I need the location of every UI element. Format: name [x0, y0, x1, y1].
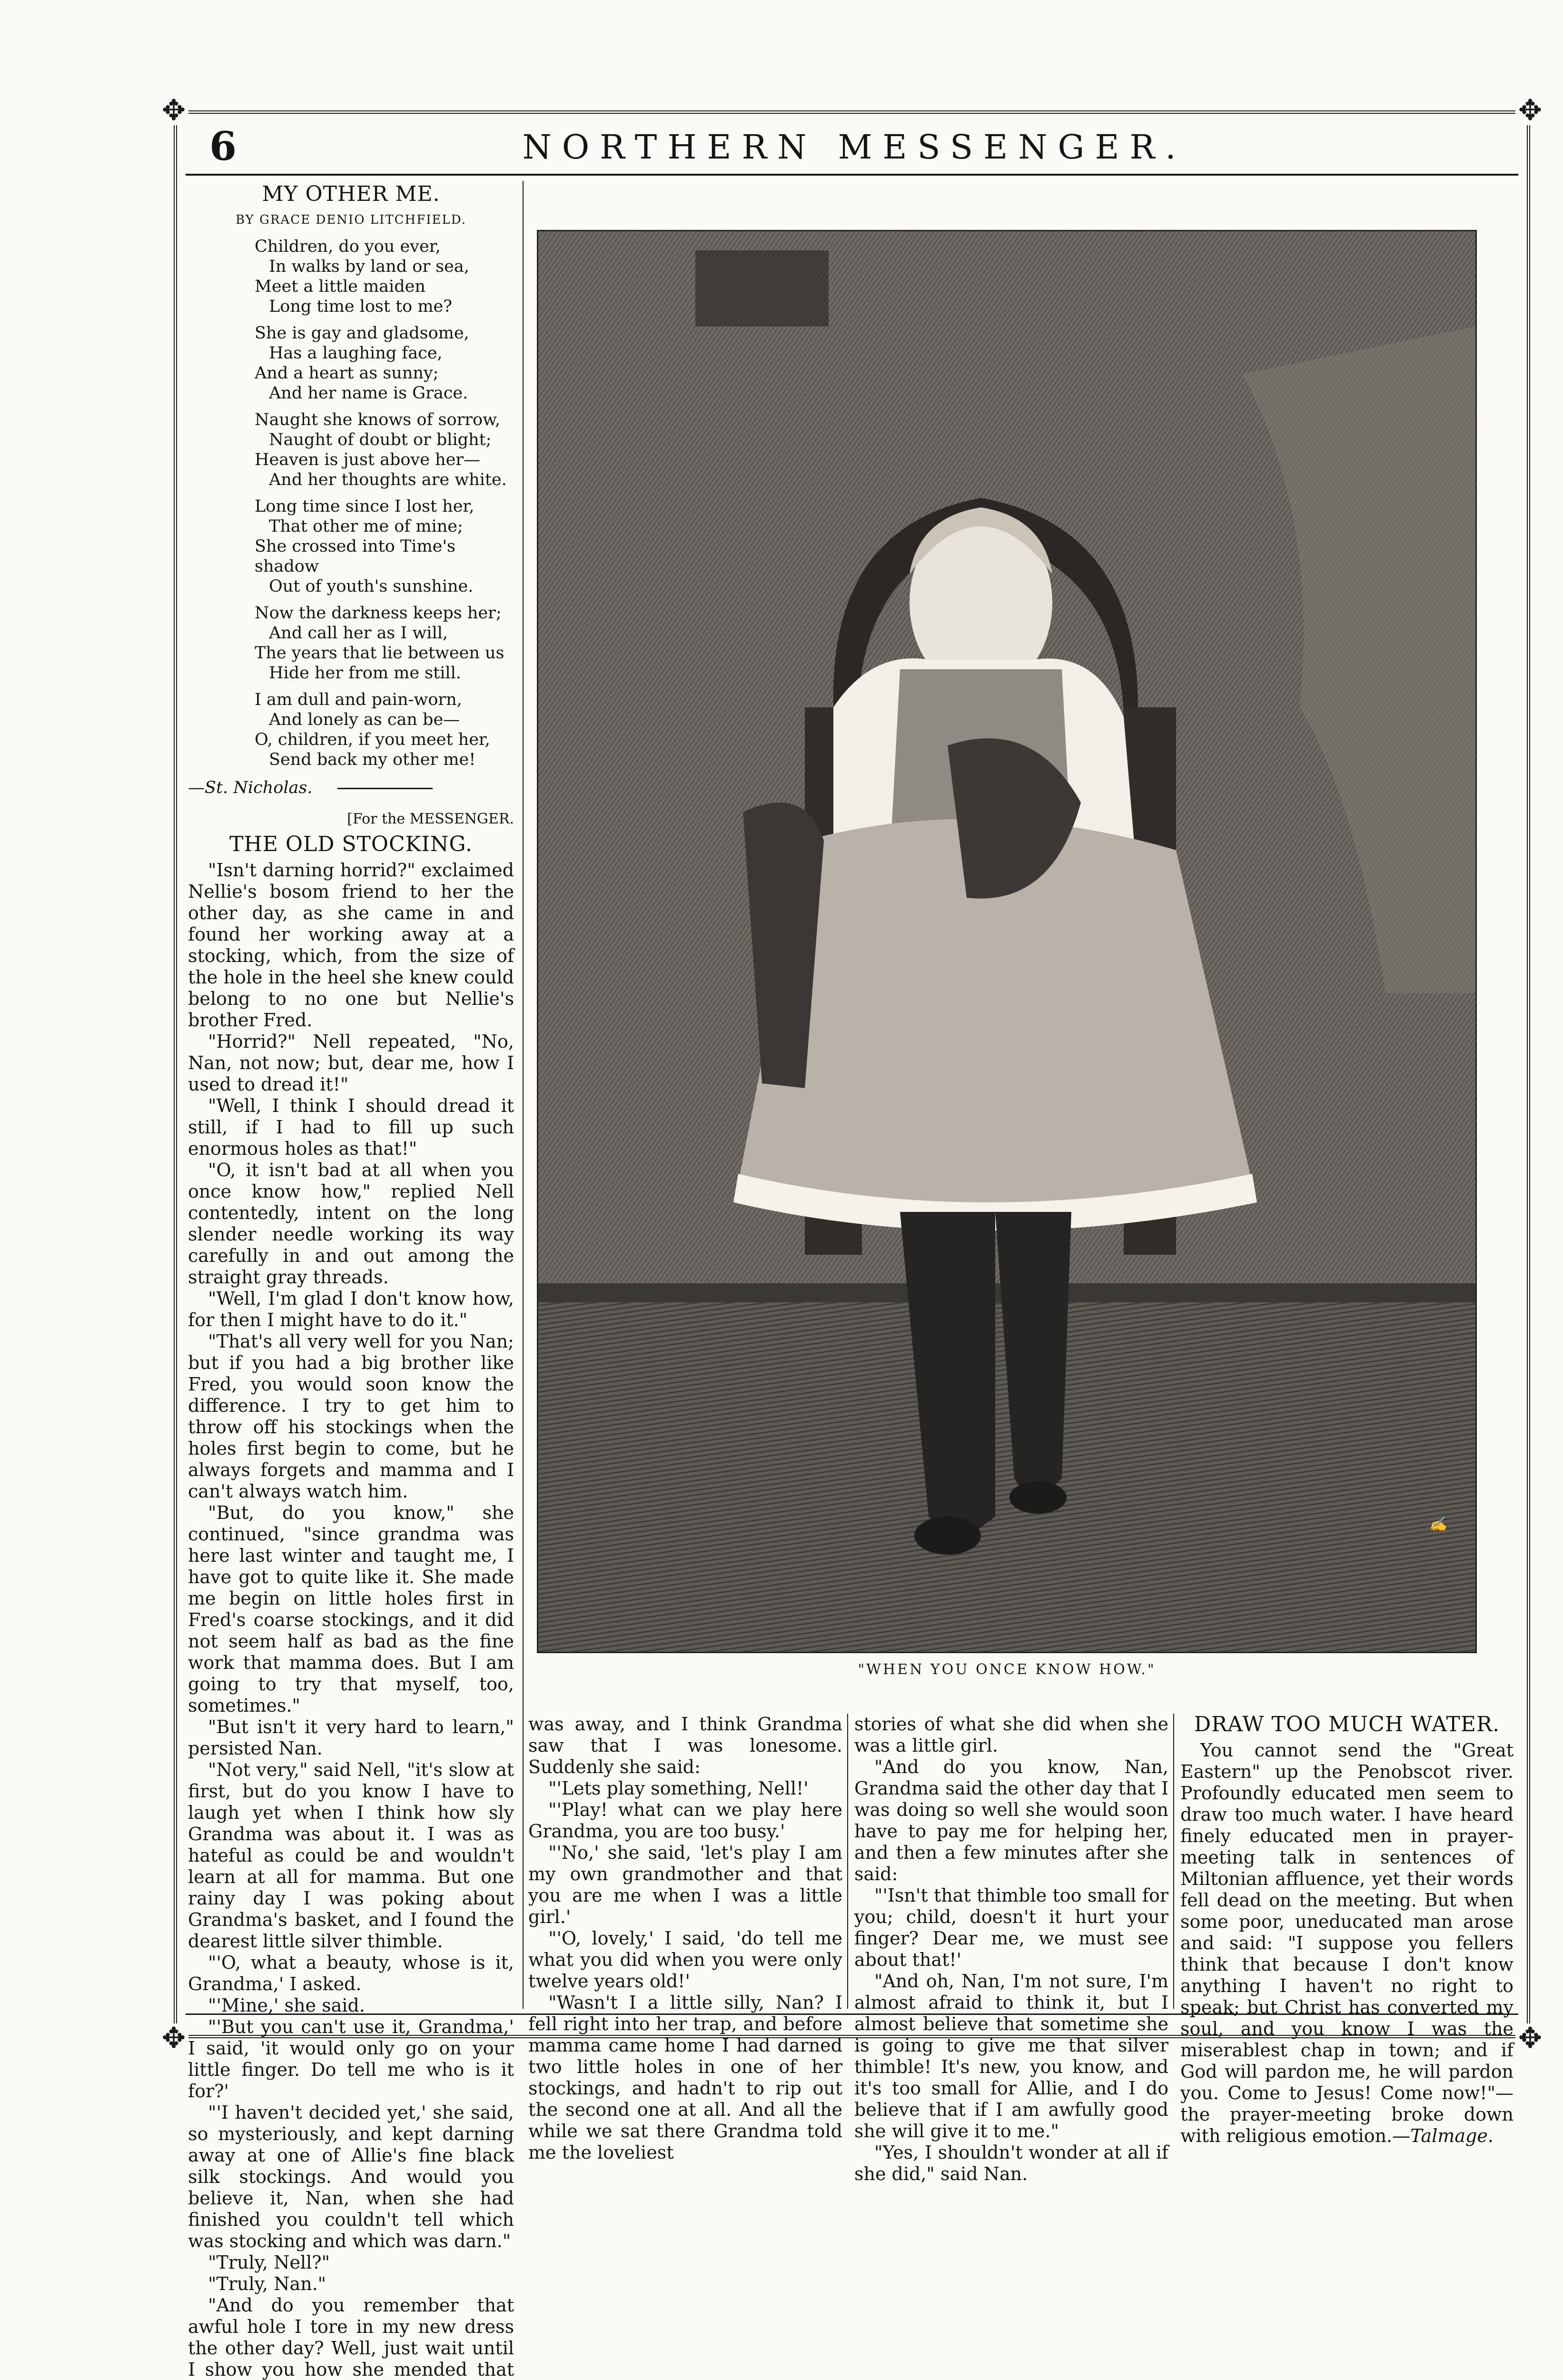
engraver-signature-icon: ✍	[1429, 1516, 1447, 1533]
poem-line: Heaven is just above her—	[255, 450, 481, 469]
poem-line: I am dull and pain-worn,	[255, 690, 462, 709]
paragraph: "And oh, Nan, I'm not sure, I'm almost afraid to think it, but I almost believe that sometime she is going to give me that silver thimble! It's new, you know, and it's too small for Allie, and I do believe that if I am awfully good she will give it to me."	[854, 1971, 1168, 2142]
paragraph: "'Play! what can we play here Grandma, you are too busy.'	[528, 1799, 842, 1842]
poem-line: In walks by land or sea,	[269, 257, 469, 276]
paragraph: "'I haven't decided yet,' she said, so mysteriously, and kept darning away at one of Allie's fine black silk stockings. And would you believe it, Nan, when she had finished you couldn't tell which was stocking and which was darn."	[188, 2102, 514, 2251]
article-title: DRAW TOO MUCH WATER.	[1194, 1712, 1500, 1736]
paragraph: "Well, I'm glad I don't know how, for then I might have to do it."	[188, 1288, 514, 1330]
poem-line: Naught of doubt or blight;	[269, 430, 492, 449]
poem-line: Meet a little maiden	[255, 277, 425, 296]
poem-line: Now the darkness keeps her;	[255, 604, 502, 623]
poem-line: And call her as I will,	[269, 624, 448, 643]
poem-line: She is gay and gladsome,	[255, 324, 469, 343]
poem-line: O, children, if you meet her,	[255, 730, 490, 749]
paragraph: "That's all very well for you Nan; but if you had a big brother like Fred, you would soon know the difference. I try to get him to throw off his stockings when the holes first begin to come, but he always forgets and mamma and I can't always watch him.	[188, 1331, 514, 1502]
paragraph: "O, it isn't bad at all when you once know how," replied Nell contentedly, intent on the long slender needle working its way carefully in and out among the straight gray threads.	[188, 1160, 514, 1288]
poem-line: Send back my other me!	[269, 750, 476, 769]
paragraph: "Well, I think I should dread it still, if I had to fill up such enormous holes as that!"	[188, 1095, 514, 1159]
engraving-image	[538, 231, 1475, 1652]
paragraph: "'Lets play something, Nell!'	[548, 1778, 809, 1799]
story-credit: [For the MESSENGER.	[347, 811, 514, 827]
paragraph: "'But you can't use it, Grandma,' I said, 'it would only go on your little finger. Do tell me who is it for?'	[188, 2016, 514, 2102]
corner-ornament-icon: ✥	[159, 2023, 188, 2053]
poem-stanza	[255, 323, 514, 403]
article-body: You cannot send the "Great Eastern" up the Penobscot river. Profoundly educated men seem to draw too much water. I have heard finely educated men in prayer-meeting talk in sentences of Miltonian affluence, yet their words fell dead on the meeting. But when some poor, uneducated man arose and said: "I suppose you fellers think that because I don't know anything I haven't no right to speak; but Christ has converted my soul, and you know I was the miserablest chap in town; and if God will pardon me, he will pardon you. Come to Jesus! Come now!"—the prayer-meeting broke down with religious emotion.—	[1180, 1740, 1514, 2146]
column-rule	[1173, 1714, 1174, 2009]
poem-stanza	[255, 410, 514, 490]
paragraph: "Truly, Nan."	[208, 2273, 326, 2294]
poem-source: —St. Nicholas.	[188, 778, 313, 797]
header-rule	[186, 174, 1518, 176]
poem-line: And her thoughts are white.	[269, 470, 507, 489]
article-source: Talmage.	[1410, 2125, 1494, 2146]
paragraph: "And do you remember that awful hole I tore in my new dress the other day? Well, just wait until I show you how she mended that	[188, 2295, 514, 2380]
poem-line: Children, do you ever,	[255, 237, 441, 256]
poem-body	[188, 237, 514, 770]
poem-line: Has a laughing face,	[269, 344, 443, 363]
poem-line: Out of youth's sunshine.	[269, 577, 474, 596]
story-column-3	[854, 1714, 1168, 2184]
page-number: 6	[209, 124, 237, 169]
paragraph: "Not very," said Nell, "it's slow at first, but do you know I have to laugh yet when I think how sly Grandma was about it. I was as hateful as could be and wouldn't learn at all for mamma. But one rainy day I was poking about Grandma's basket, and I found the dearest little silver thimble.	[188, 1759, 514, 1952]
illustration-caption: "WHEN YOU ONCE KNOW HOW."	[858, 1661, 1156, 1678]
paragraph: "Truly, Nell?"	[208, 2252, 330, 2273]
paragraph: "But, do you know," she continued, "since grandma was here last winter and taught me, I have got to quite like it. She made me begin on little holes first in Fred's coarse stockings, and it did not seem half as bad as the fine work that mamma does. But I am going to try that myself, too, sometimes."	[188, 1502, 514, 1716]
story-body-col1	[188, 860, 514, 2380]
corner-ornament-icon: ✥	[159, 96, 188, 125]
paragraph: "Wasn't I a little silly, Nan? I fell right into her trap, and before mamma came home I had darned two little holes in one of her stockings, and hadn't to rip out the second one at all. And all the while we sat there Grandma told me the loveliest	[528, 1992, 842, 2163]
story-body-col3	[854, 1714, 1168, 2185]
poem-line: She crossed into Time's shadow	[255, 537, 455, 576]
divider-rule	[337, 788, 433, 789]
poem-line: And lonely as can be—	[269, 710, 460, 729]
paragraph: "'O, what a beauty, whose is it, Grandma,' I asked.	[188, 1952, 514, 1994]
paragraph: "But isn't it very hard to learn," persisted Nan.	[188, 1716, 514, 1759]
poem-stanza	[255, 496, 514, 596]
poem-line: And a heart as sunny;	[255, 364, 439, 383]
poem-source-line	[188, 776, 514, 799]
story-column-2	[528, 1714, 842, 2163]
poem-stanza	[255, 603, 514, 683]
paragraph: "'No,' she said, 'let's play I am my own grandmother and that you are me when I was a little girl.'	[528, 1842, 842, 1927]
story-title: THE OLD STOCKING.	[229, 832, 473, 856]
paragraph: "'O, lovely,' I said, 'do tell me what you did when you were only twelve years old!'	[528, 1928, 842, 1992]
masthead: NORTHERN MESSENGER.	[522, 128, 1187, 167]
column-rule	[847, 1714, 848, 2009]
poem-line: Hide her from me still.	[269, 664, 461, 683]
paragraph: "'Isn't that thimble too small for you; child, doesn't it hurt your finger? Dear me, we must see about that!'	[854, 1885, 1168, 1970]
page-header	[190, 119, 1518, 176]
column-rule	[523, 181, 524, 2009]
corner-ornament-icon: ✥	[1515, 96, 1545, 125]
article-column	[1180, 1712, 1514, 2146]
story-body-col2	[528, 1714, 842, 2163]
poem-title: MY OTHER ME.	[262, 182, 440, 206]
poem-line: And her name is Grace.	[269, 384, 468, 403]
left-column	[188, 182, 514, 2380]
paragraph: was away, and I think Grandma saw that I was lonesome. Suddenly she said:	[528, 1714, 842, 1777]
paragraph: "And do you know, Nan, Grandma said the other day that I was doing so well she would soon have to pay me for helping her, and then a few minutes after she said:	[854, 1756, 1168, 1884]
poem-stanza	[255, 237, 514, 317]
corner-ornament-icon: ✥	[1515, 2023, 1545, 2053]
illustration-girl-darning	[537, 230, 1477, 1653]
poem-line: Long time since I lost her,	[255, 497, 475, 516]
poem-line: The years that lie between us	[255, 644, 505, 663]
paragraph: "Isn't darning horrid?" exclaimed Nellie's bosom friend to her the other day, as she came in and found her working away at a stocking, which, from the size of the hole in the heel she knew could belong to no one but Nellie's brother Fred.	[188, 860, 514, 1031]
paragraph: "Yes, I shouldn't wonder at all if she did," said Nan.	[854, 2142, 1168, 2184]
poem-stanza	[255, 690, 514, 770]
poem-line: Long time lost to me?	[269, 297, 453, 316]
poem-line: That other me of mine;	[269, 517, 463, 536]
paragraph: "Horrid?" Nell repeated, "No, Nan, not now; but, dear me, how I used to dread it!"	[188, 1031, 514, 1095]
paragraph: "'Mine,' she said.	[208, 1995, 365, 2016]
poem-line: Naught she knows of sorrow,	[255, 410, 501, 429]
paragraph: stories of what she did when she was a little girl.	[854, 1714, 1168, 1756]
poem-author: BY GRACE DENIO LITCHFIELD.	[236, 213, 466, 227]
